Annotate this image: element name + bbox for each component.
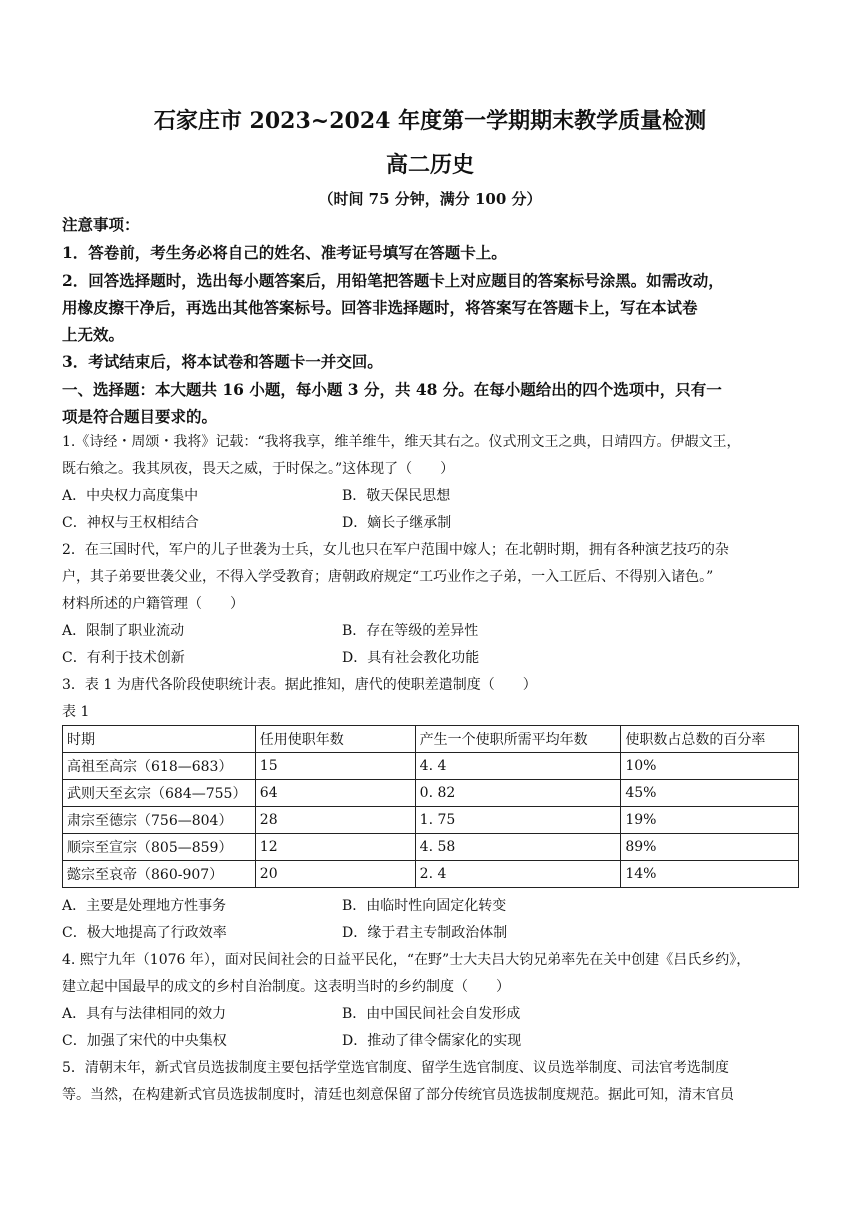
table-cell: 19%	[621, 807, 799, 834]
table-row	[63, 807, 799, 834]
notice-item: 1．答卷前，考生务必将自己的姓名、准考证号填写在答题卡上。	[62, 243, 507, 262]
table-caption: 表 1	[62, 704, 90, 720]
table-row	[63, 753, 799, 780]
table-cell: 懿宗至哀帝（860-907）	[63, 861, 256, 888]
table-cell: 4. 58	[415, 834, 621, 861]
section-heading: 项是符合题目要求的。	[62, 407, 218, 426]
table-cell: 高祖至高宗（618—683）	[63, 753, 256, 780]
q3-option-c: C．极大地提高了行政效率	[62, 925, 227, 941]
table-cell: 肃宗至德宗（756—804）	[63, 807, 256, 834]
question-5-text: 等。当然，在构建新式官员选拔制度时，清廷也刻意保留了部分传统官员选拔制度规范。据此可知，清末官员	[62, 1087, 734, 1103]
q2-option-c: C．有利于技术创新	[62, 650, 185, 666]
table-row	[63, 861, 799, 888]
table-cell: 64	[255, 780, 415, 807]
table-header: 产生一个使职所需平均年数	[415, 726, 621, 753]
table-cell: 89%	[621, 834, 799, 861]
table-header-row	[63, 726, 799, 753]
q4-option-a: A．具有与法律相同的效力	[62, 1006, 227, 1022]
table-cell: 10%	[621, 753, 799, 780]
table-cell: 28	[255, 807, 415, 834]
table-cell: 45%	[621, 780, 799, 807]
table-cell: 1. 75	[415, 807, 621, 834]
question-3-text: 3．表 1 为唐代各阶段使职统计表。据此推知，唐代的使职差遣制度（ ）	[62, 677, 537, 693]
notice-item: 用橡皮擦干净后，再选出其他答案标号。回答非选择题时，将答案写在答题卡上，写在本试卷	[62, 298, 698, 317]
table-header: 任用使职年数	[255, 726, 415, 753]
question-2-text: 户，其子弟要世袭父业，不得入学受教育；唐朝政府规定“工巧业作之子弟，一入工匠后、不得别入诸色。”	[62, 569, 714, 585]
table-cell: 15	[255, 753, 415, 780]
exam-title: 石家庄市 2023~2024 年度第一学期期末教学质量检测	[153, 108, 707, 134]
q2-option-b: B．存在等级的差异性	[342, 623, 479, 639]
question-1-text: 既右飨之。我其夙夜，畏天之威，于时保之。”这体现了（ ）	[62, 461, 455, 477]
table-header: 时期	[63, 726, 256, 753]
notice-item: 2．回答选择题时，选出每小题答案后，用铅笔把答题卡上对应题目的答案标号涂黑。如需改动，	[62, 271, 724, 290]
q1-option-c: C．神权与王权相结合	[62, 515, 199, 531]
question-2-text: 2．在三国时代，军户的儿子世袭为士兵，女儿也只在军户范围中嫁人；在北朝时期，拥有各种演艺技巧的杂	[62, 542, 729, 558]
q1-option-b: B．敬天保民思想	[342, 488, 451, 504]
q4-option-b: B．由中国民间社会自发形成	[342, 1006, 521, 1022]
table-row	[63, 834, 799, 861]
table-cell: 0. 82	[415, 780, 621, 807]
section-heading: 一、选择题：本大题共 16 小题，每小题 3 分，共 48 分。在每小题给出的四个选项中，只有一	[62, 380, 722, 399]
notice-item: 上无效。	[62, 325, 125, 344]
table-header: 使职数占总数的百分率	[621, 726, 799, 753]
q2-option-d: D．具有社会教化功能	[342, 650, 480, 666]
q1-option-a: A．中央权力高度集中	[62, 488, 199, 504]
table-cell: 武则天至玄宗（684—755）	[63, 780, 256, 807]
question-2-text: 材料所述的户籍管理（ ）	[62, 596, 244, 612]
table-cell: 20	[255, 861, 415, 888]
table-cell: 14%	[621, 861, 799, 888]
table-cell: 4. 4	[415, 753, 621, 780]
q3-option-a: A．主要是处理地方性事务	[62, 898, 227, 914]
exam-time-note: （时间 75 分钟，满分 100 分）	[318, 190, 542, 208]
question-5-text: 5．清朝末年，新式官员选拔制度主要包括学堂选官制度、留学生选官制度、议员选举制度、司法官考选制度	[62, 1060, 729, 1076]
table-cell: 2. 4	[415, 861, 621, 888]
table-row	[63, 780, 799, 807]
question-1-text: 1.《诗经・周颂・我将》记载：“我将我享，维羊维牛，维天其右之。仪式刑文王之典，日靖四方。伊嘏文王，	[62, 434, 741, 450]
tang-envoy-table	[62, 725, 799, 888]
q1-option-d: D．嫡长子继承制	[342, 515, 452, 531]
q3-option-b: B．由临时性向固定化转变	[342, 898, 507, 914]
q2-option-a: A．限制了职业流动	[62, 623, 185, 639]
question-4-text: 4. 熙宁九年（1076 年），面对民间社会的日益平民化，“在野”士大夫吕大钧兄弟率先在关中创建《吕氏乡约》，	[62, 952, 751, 968]
table-cell: 12	[255, 834, 415, 861]
q4-option-c: C．加强了宋代的中央集权	[62, 1033, 227, 1049]
q4-option-d: D．推动了律令儒家化的实现	[342, 1033, 522, 1049]
question-4-text: 建立起中国最早的成文的乡村自治制度。这表明当时的乡约制度（ ）	[62, 979, 510, 995]
q3-option-d: D．缘于君主专制政治体制	[342, 925, 508, 941]
table-cell: 顺宗至宣宗（805—859）	[63, 834, 256, 861]
notice-heading: 注意事项：	[62, 215, 140, 234]
notice-item: 3．考试结束后，将本试卷和答题卡一并交回。	[62, 352, 383, 371]
exam-subject: 高二历史	[385, 152, 474, 178]
